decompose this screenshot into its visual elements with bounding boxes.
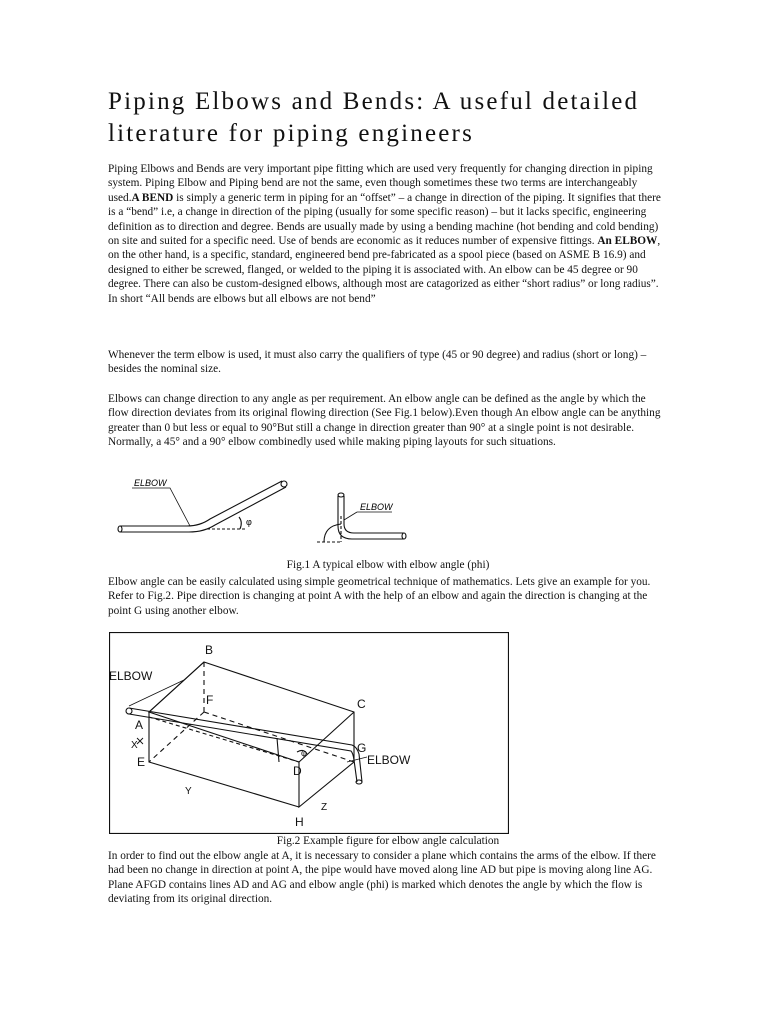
axis-x-label: X bbox=[131, 740, 138, 751]
point-f-label: F bbox=[206, 693, 214, 707]
right-pipe-end-right bbox=[402, 533, 406, 539]
angle-arc bbox=[239, 517, 241, 529]
paragraph-qualifiers: Whenever the term elbow is used, it must also carry the qualifiers of type (45 or 90 degree) and radius (short or long) – besides the nominal size. bbox=[108, 349, 647, 376]
figure-1-angle-symbol: φ bbox=[246, 517, 252, 527]
figure-1-label-right: ELBOW bbox=[360, 502, 393, 512]
elbow-pipe-lower-edge bbox=[120, 487, 286, 532]
paragraph-intro: Piping Elbows and Bends are very important pipe fitting which are used very frequently for changing direction in piping system. Piping Elbow and Piping bend are not the same, even though sometimes these two terms are interchangeably used. bbox=[108, 163, 653, 204]
point-g-label: G bbox=[357, 741, 367, 755]
figure-1-label-left: ELBOW bbox=[134, 478, 167, 488]
label-elbow-right: ELBOW bbox=[367, 753, 411, 767]
axis-z-label: Z bbox=[321, 802, 328, 813]
paragraph-example: Elbow angle can be easily calculated using simple geometrical technique of mathematics. Lets give an example for you. Refer to Fig.2. Pipe direction is changing at point A with the help of an elbow and again the direction is changing at the point G using another elbow. bbox=[108, 576, 651, 617]
leader-line-right bbox=[344, 512, 392, 520]
paragraph-elbow-angle-calculation: In order to find out the elbow angle at A, it is necessary to consider a plane which contains the arms of the elbow. If there had been no change in direction at point A, the pipe would have moved along line AD but pipe is moving along line AG. Plane AFGD contains lines AD and AG and elbow angle (phi) is marked which denotes the angle by which the flow is deviating from its original direction. bbox=[108, 850, 656, 906]
bend-term: A BEND bbox=[131, 191, 174, 204]
right-pipe-end-top bbox=[338, 493, 344, 497]
paragraph-elbow-angle: Elbows can change direction to any angle as per requirement. An elbow angle can be defined as the angle by which the flow direction deviates from its original flowing direction (See Fig.1 below).Even though An elbow angle can be anything greater than 0 but less or equal to 90°But still a change in direction greater than 90° at a single point is not desirable. Normally, a 45° and a 90° elbow combinedly used while making piping layouts for such situations. bbox=[108, 393, 661, 449]
elbow-definition: , on the other hand, is a specific, standard, engineered bend pre-fabricated as a spool piece (based on ASME B 16.9) and designed to either be screwed, flanged, or welded to the piping it is associated with. An elbow can be 45 degree or 90 degree. There can also be custom-designed elbows, although most are catagorized as either “short radius” or long radius”. bbox=[108, 235, 661, 291]
figure-2-angle-symbol: φ bbox=[301, 748, 307, 758]
point-a-label: A bbox=[135, 718, 144, 732]
figure-1-elbow-diagram bbox=[112, 476, 412, 556]
figure-2-border bbox=[110, 633, 509, 834]
pipe-end-left bbox=[118, 526, 122, 532]
axis-y-label: Y bbox=[185, 786, 192, 797]
point-d-label: D bbox=[293, 764, 302, 778]
point-h-label: H bbox=[295, 815, 304, 829]
point-e-label: E bbox=[137, 755, 146, 769]
paragraph-bends-vs-elbows bbox=[108, 162, 668, 306]
page-title: Piping Elbows and Bends: A useful detailed literature for piping engineers bbox=[108, 88, 640, 147]
label-elbow-left: ELBOW bbox=[109, 669, 153, 683]
point-c-label: C bbox=[357, 697, 366, 711]
elbow-term: An ELBOW bbox=[597, 235, 658, 248]
bend-definition: is simply a generic term in piping for an “offset” – a change in direction of the piping. It signifies that there is a “bend” i.e, a change in direction of the piping (usually for some specific reason) – but it lacks specific, engineering definition as to direction and degree. Bends are usually made by using a bending machine (hot bending and cold bending) on site and suited for a specific need. Use of bends are economic as it reduces number of expensive fittings. bbox=[108, 191, 661, 248]
figure-2-caption: Fig.2 Example figure for elbow angle calculation bbox=[276, 835, 500, 847]
summary-line: In short “All bends are elbows but all elbows are not bend” bbox=[108, 292, 376, 305]
leader-line-left bbox=[132, 488, 190, 526]
point-b-label: B bbox=[205, 643, 214, 657]
pipe-end-top bbox=[281, 481, 287, 487]
figure-1-caption: Fig.1 A typical elbow with elbow angle (phi) bbox=[286, 559, 490, 571]
figure-2-box-diagram bbox=[109, 632, 509, 834]
